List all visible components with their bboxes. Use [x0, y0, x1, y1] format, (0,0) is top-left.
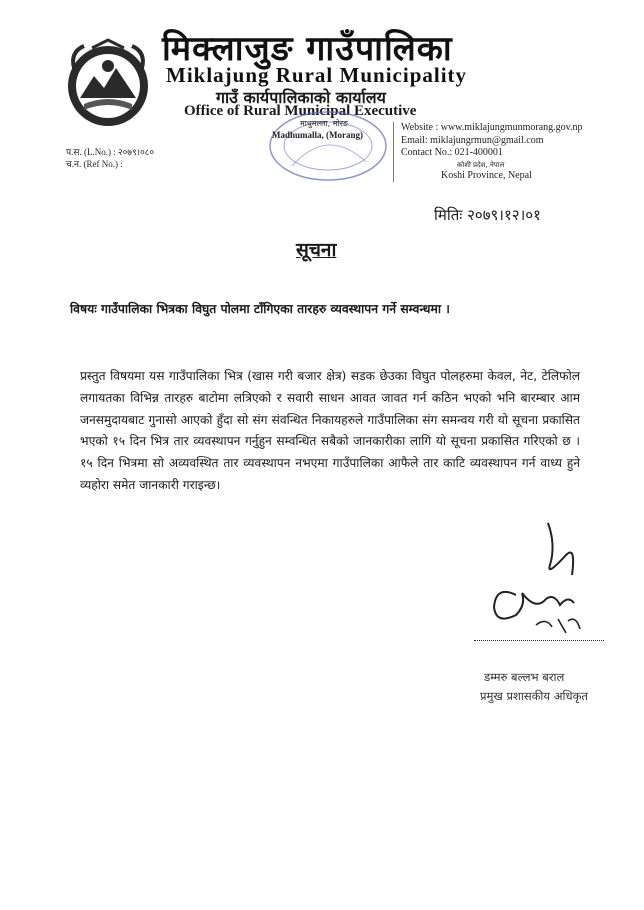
- handwritten-signature: [476, 515, 596, 645]
- reference-number: च.न. (Ref No.) :: [66, 159, 123, 169]
- office-name-nepali: गाउँ कार्यपालिकाको कार्यालय: [216, 88, 386, 107]
- email-text: Email: miklajungrmun@gmail.com: [401, 134, 544, 146]
- municipality-title-nepali: मिक्लाजुङ गाउँपालिका: [162, 29, 453, 69]
- website-text: Website : www.miklajungmunmorang.gov.np: [401, 122, 583, 133]
- contact-number: Contact No.: 021-400001: [401, 147, 503, 158]
- municipality-emblem-icon: [62, 38, 154, 130]
- notice-heading: सूचना: [296, 239, 337, 261]
- signer-title: प्रमुख प्रशासकीय अधिकृत: [480, 689, 588, 703]
- office-name-english: Office of Rural Municipal Executive: [184, 103, 417, 119]
- province-english: Koshi Province, Nepal: [441, 169, 532, 181]
- notice-date: मितिः २०७९।१२।०१: [434, 206, 541, 224]
- contact-info: [393, 122, 641, 182]
- signer-name: डम्मरु बल्लभ बराल: [484, 670, 565, 684]
- notice-body: प्रस्तुत विषयमा यस गाउँपालिका भित्र (खास गरी बजार क्षेत्र) सडक छेउका विघुत पोलहरुमा केवल, नेट, टेलिफोल लगायतका विभिन्न तारहरु बाटोमा लत्रिएको र सवारी साधन आवत जावत गर्न कठिन भएको भनि बारम्बार आम जनसमुदायबाट गुनासो आएको हुँदा सो संग संवन्धित निकायहरुले गाउँपालिका संग समन्वय गरी यो सूचना प्रकासित भएको १५ दिन भित्र तार व्यवस्थापन गर्नुहुन सम्वन्धित सबैको जानकारीका लागि यो सूचना प्रकासित गरिएको छ । १५ दिन भित्रमा सो अव्यवस्थित तार व्यवस्थापन नभएमा गाउँपालिका आफैले तार काटि व्यवस्थापन गर्न वाध्य हुने व्यहोरा समेत जानकारी गराइन्छ।: [80, 369, 580, 492]
- address-english: Madhumalla, (Morang): [272, 130, 363, 140]
- province-nepali: कोशी प्रदेश, नेपाल: [457, 160, 505, 169]
- notice-subject: विषयः गाउँपालिका भित्रका विघुत पोलमा टाँगिएका तारहरु व्यवस्थापन गर्ने सम्वन्धमा ।: [70, 302, 450, 316]
- letter-number: प.स. (L.No.) : २०७९।०८०: [66, 147, 155, 157]
- municipality-title-english: Miklajung Rural Municipality: [166, 63, 468, 87]
- signature-line: [474, 640, 604, 641]
- address-nepali: माधुमल्ला, मोरङ: [300, 119, 348, 128]
